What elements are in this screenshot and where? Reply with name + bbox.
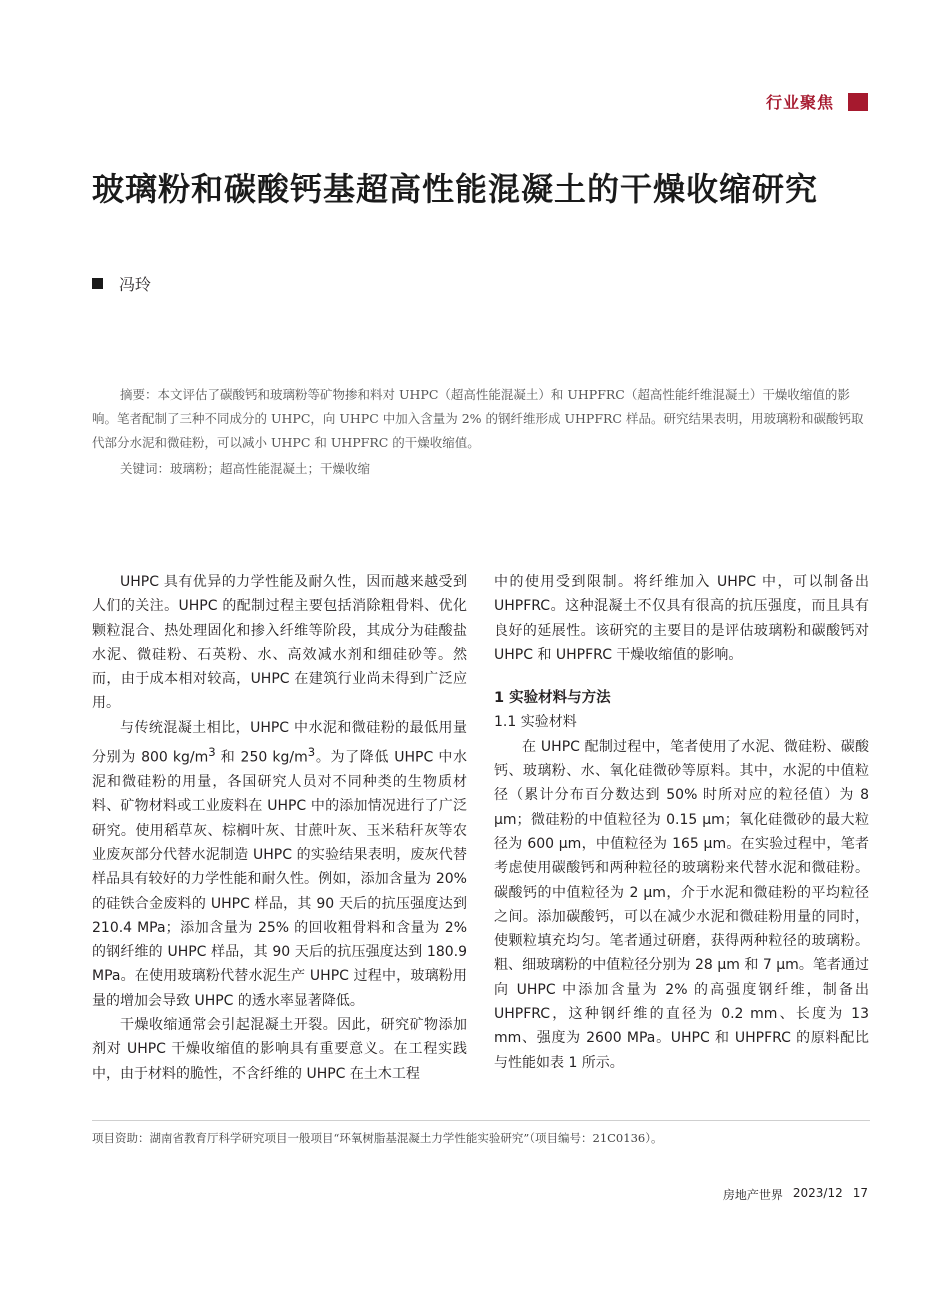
abstract-text: 摘要：本文评估了碳酸钙和玻璃粉等矿物掺和料对 UHPC（超高性能混凝土）和 UHPFRC（超高性能纤维混凝土）干燥收缩值的影响。笔者配制了三种不同成分的 UHPC，向 UHPC 中加入含量为 2% 的钢纤维形成 UHPFRC 样品。研究结果表明，用玻璃粉和碳酸钙取代部分水泥和微硅粉，可以减小 UHPC 和 UHPFRC 的干燥收缩值。 [92,387,864,450]
paragraph: UHPC 具有优异的力学性能及耐久性，因而越来越受到人们的关注。UHPC 的配制过程主要包括消除粗骨料、优化颗粒混合、热处理固化和掺入纤维等阶段，其成分为硅酸盐水泥、微硅粉、石英粉、水、高效减水剂和细硅砂等。然而，由于成本相对较高，UHPC 在建筑行业尚未得到广泛应用。 [92,574,467,712]
paragraph: 在 UHPC 配制过程中，笔者使用了水泥、微硅粉、碳酸钙、玻璃粉、水、氧化硅微砂等原料。其中，水泥的中值粒径（累计分布百分数达到 50% 时所对应的粒径值）为 8 μm；微硅粉的中值粒径为 0.15 μm；氧化硅微砂的最大粒径为 600 μm，中值粒径为 165 μm。在实验过程中，笔者考虑使用碳酸钙和两种粒径的玻璃粉来代替水泥和微硅粉。碳酸钙的中值粒径为 2 μm，介于水泥和微硅粉的平均粒径之间。添加碳酸钙，可以在减少水泥和微硅粉用量的同时，使颗粒填充均匀。笔者通过研磨，获得两种粒径的玻璃粉。粗、细玻璃粉的中值粒径分别为 28 μm 和 7 μm。笔者通过向 UHPC 中添加含量为 2% 的高强度钢纤维，制备出 UHPFRC，这种钢纤维的直径为 0.2 mm、长度为 13 mm、强度为 2600 MPa。UHPC 和 UHPFRC 的原料配比与性能如表 1 所示。 [494,738,869,1071]
author-name: 冯玲 [119,275,152,294]
paragraph: 中的使用受到限制。将纤维加入 UHPC 中，可以制备出 UHPFRC。这种混凝土不仅具有很高的抗压强度，而且具有良好的延展性。该研究的主要目的是评估玻璃粉和碳酸钙对 UHPC 和 UHPFRC 干燥收缩值的影响。 [494,574,869,663]
footnote-divider [92,1120,870,1121]
section-heading: 1 实验材料与方法 [494,690,611,707]
body-column-left [92,570,467,1086]
abstract-block [92,383,870,481]
keywords: 关键词：玻璃粉；超高性能混凝土；干燥收缩 [120,461,371,476]
paragraph: 与传统混凝土相比，UHPC 中水泥和微硅粉的最低用量分别为 800 $kg/m^3$ 和 250 $kg/m^3$。为了降低 UHPC 中水泥和微硅粉的用量，各国研究人员对不同种类的生物质材料、矿物材料或工业废料在 UHPC 中的添加情况进行了广泛研究。使用稻草灰、棕榈叶灰、甘蔗叶灰、玉米秸秆灰等农业废灰部分代替水泥制造 UHPC 的实验结果表明，废灰代替样品具有较好的力学性能和耐久性。例如，添加含量为 20% 的硅铁合金废料的 UHPC 样品，其 90 天后的抗压强度达到 210.4 MPa；添加含量为 25% 的回收粗骨料和含量为 2% 的钢纤维的 UHPC 样品，其 90 天后的抗压强度达到 180.9 MPa。在使用玻璃粉代替水泥生产 UHPC 过程中，玻璃粉用量的增加会导致 UHPC 的透水率显著降低。 [92,719,467,1009]
body-column-right [494,570,869,1075]
page-number: 17 [852,1186,868,1200]
section-tag [766,90,868,113]
section-tag-label: 行业聚焦 [765,93,834,112]
issue-date: 2023/12 [792,1186,843,1200]
author-bullet-icon [92,278,103,289]
subsection-heading: 1.1 实验材料 [494,714,577,731]
section-marker-icon [848,93,868,111]
page-footer [723,1186,868,1203]
author-line [92,272,151,295]
journal-name: 房地产世界 [722,1188,783,1202]
paragraph: 干燥收缩通常会引起混凝土开裂。因此，研究矿物添加剂对 UHPC 干燥收缩值的影响具有重要意义。在工程实践中，由于材料的脆性，不含纤维的 UHPC 在土木工程 [92,1017,467,1082]
funding-note: 项目资助：湖南省教育厅科学研究项目一般项目“环氧树脂基混凝土力学性能实验研究”（项目编号：21C0136）。 [92,1131,663,1145]
article-title: 玻璃粉和碳酸钙基超高性能混凝土的干燥收缩研究 [92,170,819,208]
